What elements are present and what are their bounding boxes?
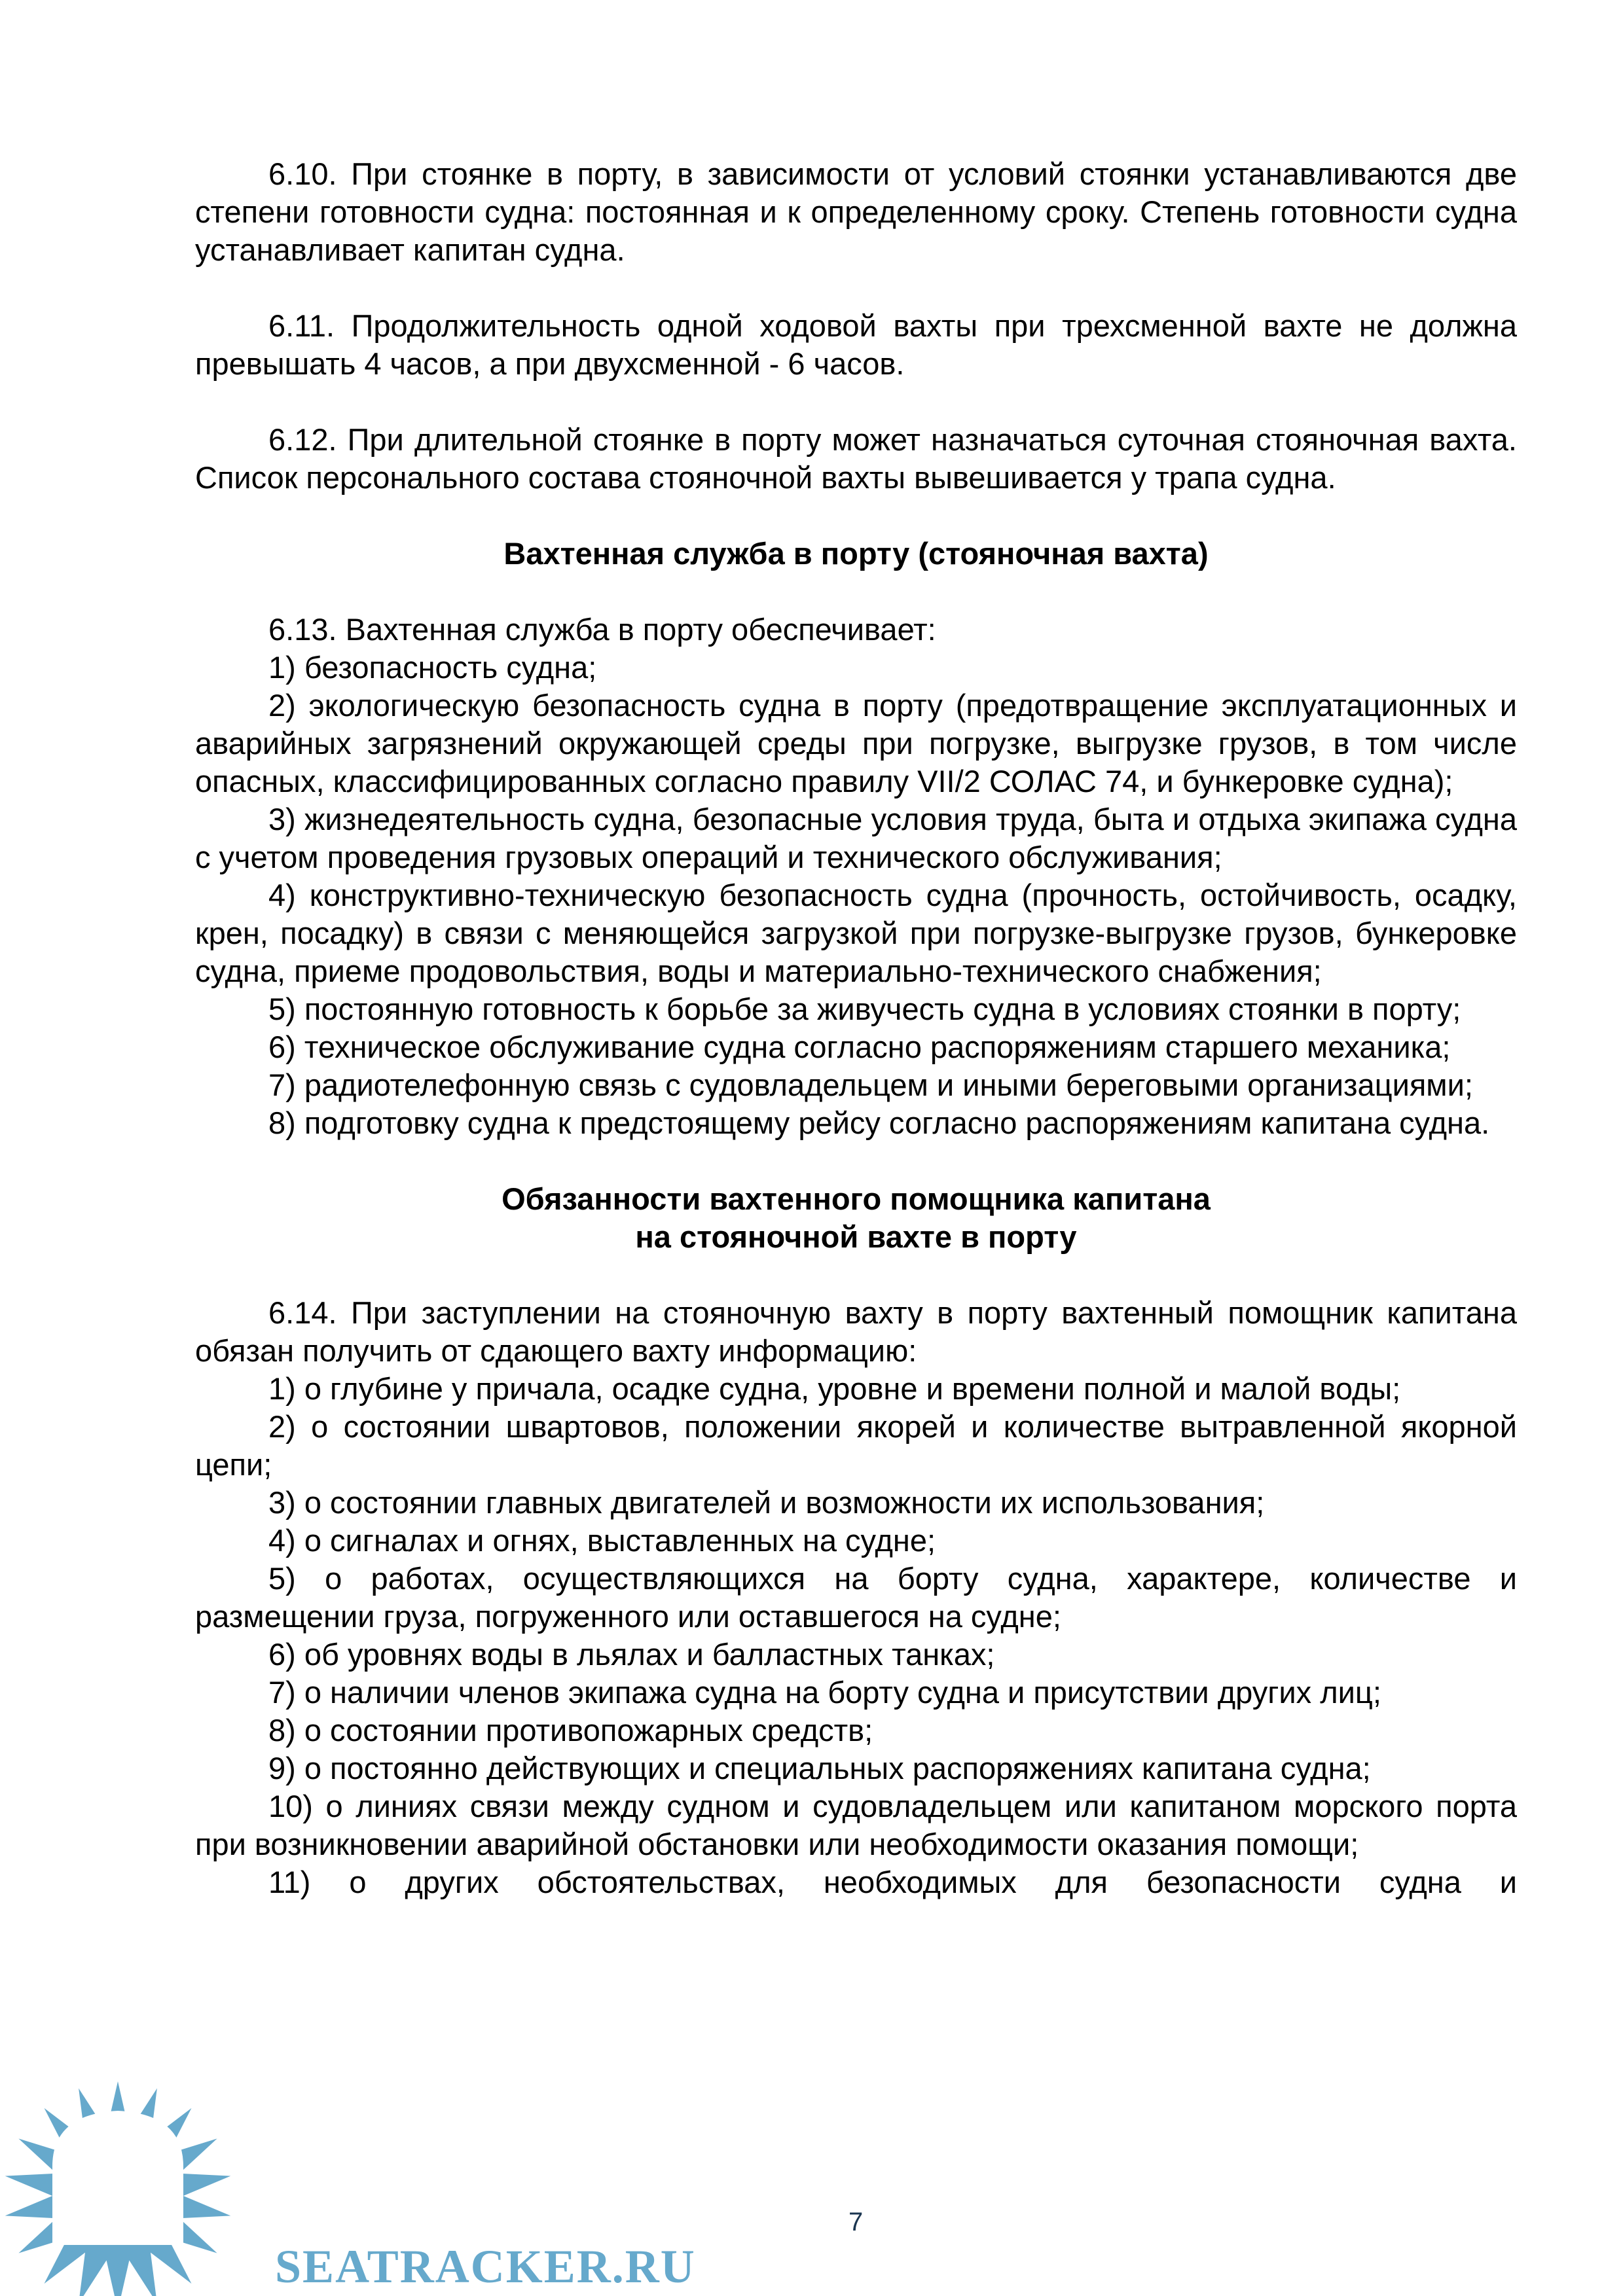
sun-starburst-icon xyxy=(0,2049,262,2296)
section-heading-port-watch: Вахтенная служба в порту (стояночная вахта) xyxy=(503,536,1209,571)
list-item: 3) о состоянии главных двигателей и возможности их использования; xyxy=(268,1485,1265,1520)
list-item: 9) о постоянно действующих и специальных распоряжениях капитана судна; xyxy=(268,1751,1371,1785)
list-item: 11) о других обстоятельствах, необходимых для безопасности судна и xyxy=(268,1865,1517,1899)
paragraph-6-13: 6.13. Вахтенная служба в порту обеспечивает: xyxy=(268,612,936,647)
list-item: 8) о состоянии противопожарных средств; xyxy=(268,1713,873,1748)
section-heading-duties xyxy=(195,1180,1517,1256)
list-item: 4) конструктивно-техническую безопасность судна (прочность, остойчивость, осадку, крен, посадку) в связи с меняющейся загрузкой при погрузке-выгрузке грузов, бункеровке судна, приеме продовольствия, воды и материально-технического снабжения; xyxy=(195,878,1517,988)
list-item: 3) жизнедеятельность судна, безопасные условия труда, быта и отдыха экипажа судна с учетом проведения грузовых операций и технического обслуживания; xyxy=(195,802,1517,874)
list-item: 1) безопасность судна; xyxy=(268,650,597,685)
document-body xyxy=(195,155,1517,1901)
heading-line-1: Обязанности вахтенного помощника капитана xyxy=(501,1181,1211,1216)
paragraph-6-10: 6.10. При стоянке в порту, в зависимости от условий стоянки устанавливаются две степени готовности судна: постоянная и к определенному сроку. Степень готовности судна устанавливает капитан судна. xyxy=(195,156,1517,267)
list-item: 6) об уровнях воды в льялах и балластных танках; xyxy=(268,1637,995,1672)
list-item: 7) радиотелефонную связь с судовладельцем и иными береговыми организациями; xyxy=(268,1067,1473,1102)
paragraph-6-11: 6.11. Продолжительность одной ходовой вахты при трехсменной вахте не должна превышать 4 часов, а при двухсменной - 6 часов. xyxy=(195,308,1517,381)
list-item: 10) о линиях связи между судном и судовладельцем или капитаном морского порта при возникновении аварийной обстановки или необходимости оказания помощи; xyxy=(195,1789,1517,1861)
list-item: 5) постоянную готовность к борьбе за живучесть судна в условиях стоянки в порту; xyxy=(268,992,1461,1026)
list-item: 2) экологическую безопасность судна в порту (предотвращение эксплуатационных и аварийных загрязнений окружающей среды при погрузке, выгрузке грузов, в том числе опасных, классифицированных согласно правилу VII/2 СОЛАС 74, и бункеровке судна); xyxy=(195,688,1517,798)
list-item: 8) подготовку судна к предстоящему рейсу согласно распоряжениям капитана судна. xyxy=(268,1105,1490,1140)
watermark-text: SEATRACKER.RU xyxy=(275,2240,696,2293)
heading-line-2: на стояночной вахте в порту xyxy=(635,1219,1077,1254)
paragraph-6-14: 6.14. При заступлении на стояночную вахту в порту вахтенный помощник капитана обязан получить от сдающего вахту информацию: xyxy=(195,1295,1517,1368)
list-item: 6) техническое обслуживание судна согласно распоряжениям старшего механика; xyxy=(268,1030,1451,1064)
list-item: 4) о сигналах и огнях, выставленных на судне; xyxy=(268,1523,936,1558)
list-item: 5) о работах, осуществляющихся на борту судна, характере, количестве и размещении груза, погруженного или оставшегося на судне; xyxy=(195,1561,1517,1634)
list-item: 2) о состоянии швартовов, положении якорей и количестве вытравленной якорной цепи; xyxy=(195,1409,1517,1482)
paragraph-6-12: 6.12. При длительной стоянке в порту может назначаться суточная стояночная вахта. Список персонального состава стояночной вахты вывешивается у трапа судна. xyxy=(195,422,1517,495)
list-item: 7) о наличии членов экипажа судна на борту судна и присутствии других лиц; xyxy=(268,1675,1381,1710)
list-item: 1) о глубине у причала, осадке судна, уровне и времени полной и малой воды; xyxy=(268,1371,1401,1406)
page-number: 7 xyxy=(848,2208,864,2236)
